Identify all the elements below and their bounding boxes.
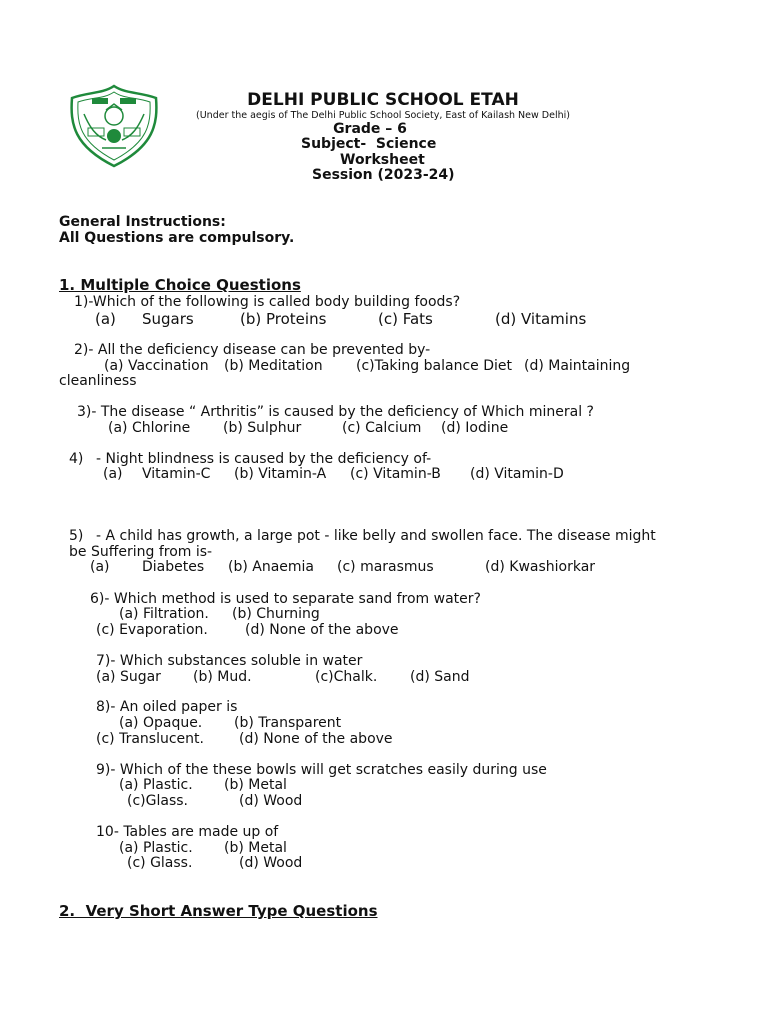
option-5d: (d) Kwashiorkar <box>485 559 596 575</box>
option-1a-text: Sugars <box>142 310 194 328</box>
worksheet-label: Worksheet <box>340 152 425 168</box>
question-7: 7)- Which substances soluble in water <box>96 653 363 669</box>
option-2b: (b) Meditation <box>224 358 323 374</box>
section-1-title: 1. Multiple Choice Questions <box>59 276 301 294</box>
option-4d: (d) Vitamin-D <box>470 466 564 482</box>
option-2a: (a) Vaccination <box>104 358 209 374</box>
option-5a: (a) <box>90 559 110 575</box>
option-10a: (a) Plastic. <box>119 840 193 856</box>
question-2: 2)- All the deficiency disease can be prevented by- <box>74 342 431 358</box>
option-1c: (c) Fats <box>378 310 433 328</box>
option-10b: (b) Metal <box>224 840 287 856</box>
option-1b: (b) Proteins <box>240 310 327 328</box>
option-8a: (a) Opaque. <box>119 715 203 731</box>
option-2d-continued: cleanliness <box>59 373 137 389</box>
option-6d: (d) None of the above <box>245 622 399 638</box>
option-7c: (c)Chalk. <box>315 669 378 685</box>
question-10: 10- Tables are made up of <box>96 824 279 840</box>
option-9b: (b) Metal <box>224 777 287 793</box>
question-5-number: 5) <box>69 528 84 544</box>
option-9c: (c)Glass. <box>127 793 188 809</box>
option-4a: (a) <box>103 466 123 482</box>
option-3d: (d) Iodine <box>441 420 509 436</box>
question-9: 9)- Which of the these bowls will get scratches easily during use <box>96 762 547 778</box>
option-3a: (a) Chlorine <box>108 420 191 436</box>
question-5-continued: be Suffering from is- <box>69 544 213 560</box>
question-6: 6)- Which method is used to separate sand from water? <box>90 591 481 607</box>
option-7b: (b) Mud. <box>193 669 252 685</box>
option-1d: (d) Vitamins <box>495 310 587 328</box>
option-5a-text: Diabetes <box>142 559 205 575</box>
session-label: Session (2023-24) <box>312 167 455 183</box>
option-5c: (c) marasmus <box>337 559 434 575</box>
school-name: DELHI PUBLIC SCHOOL ETAH <box>247 90 519 110</box>
option-2d: (d) Maintaining <box>524 358 631 374</box>
option-10c: (c) Glass. <box>127 855 193 871</box>
option-6b: (b) Churning <box>232 606 320 622</box>
instructions-heading: General Instructions: <box>59 214 226 230</box>
option-4b: (b) Vitamin-A <box>234 466 327 482</box>
option-10d: (d) Wood <box>239 855 303 871</box>
option-2c: (c)Taking balance Diet <box>356 358 512 374</box>
question-5: - A child has growth, a large pot - like belly and swollen face. The disease might <box>96 528 656 544</box>
option-4c: (c) Vitamin-B <box>350 466 441 482</box>
option-5b: (b) Anaemia <box>228 559 315 575</box>
option-9d: (d) Wood <box>239 793 303 809</box>
question-8: 8)- An oiled paper is <box>96 699 238 715</box>
option-4a-text: Vitamin-C <box>142 466 211 482</box>
school-crest-icon <box>66 84 162 168</box>
option-6a: (a) Filtration. <box>119 606 209 622</box>
aegis-line: (Under the aegis of The Delhi Public School Society, East of Kailash New Delhi) <box>196 110 570 121</box>
question-4: - Night blindness is caused by the deficiency of- <box>96 451 432 467</box>
question-1: 1)-Which of the following is called body building foods? <box>74 294 461 310</box>
option-7a: (a) Sugar <box>96 669 161 685</box>
instructions-line: All Questions are compulsory. <box>59 230 295 246</box>
option-6c: (c) Evaporation. <box>96 622 208 638</box>
option-8b: (b) Transparent <box>234 715 342 731</box>
option-3c: (c) Calcium <box>342 420 422 436</box>
grade-label: Grade – 6 <box>333 121 407 137</box>
option-8c: (c) Translucent. <box>96 731 204 747</box>
section-2-title: 2. Very Short Answer Type Questions <box>59 902 378 920</box>
option-1a: (a) <box>95 310 116 328</box>
question-3: 3)- The disease “ Arthritis” is caused by the deficiency of Which mineral ? <box>77 404 594 420</box>
option-3b: (b) Sulphur <box>223 420 302 436</box>
option-8d: (d) None of the above <box>239 731 393 747</box>
option-7d: (d) Sand <box>410 669 470 685</box>
option-9a: (a) Plastic. <box>119 777 193 793</box>
subject-label: Subject- Science <box>301 136 437 152</box>
question-4-number: 4) <box>69 451 84 467</box>
